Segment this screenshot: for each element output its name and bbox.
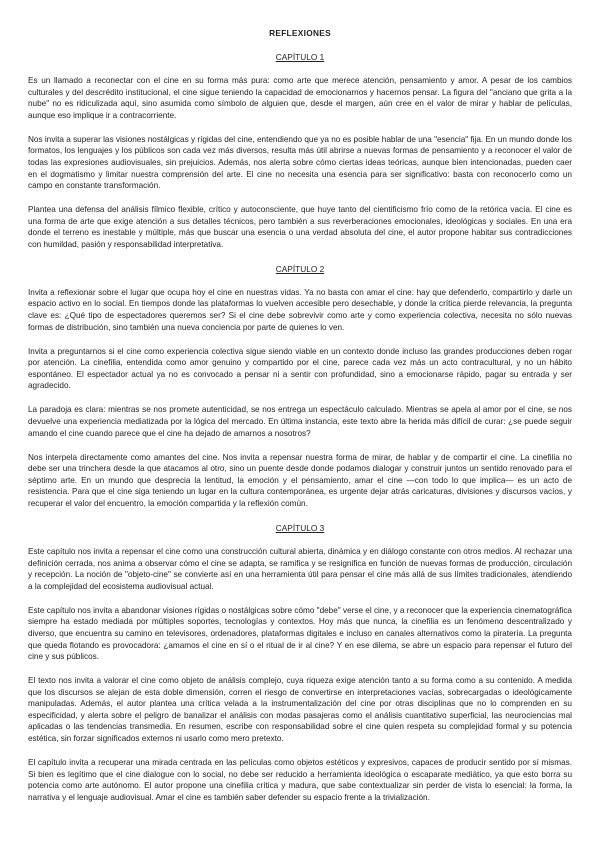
paragraph: Es un llamado a reconectar con el cine en su forma más pura: como arte que merece atención, pensamiento y amor. A pesar de los cambios culturales y del descrédito institucional, el cine sigue teniendo la capacidad de emocionarnos y hacernos pensar. La figura del "anciano que grita a la nube" no es ridiculizada aquí, sino asumida como símbolo de alguien que, desde el margen, aún cree en el valor de mirar y hablar de películas, aunque eso implique ir a contracorriente. (28, 76, 572, 120)
paragraph: Invita a preguntarnos si el cine como experiencia colectiva sigue siendo viable en un contexto donde incluso las grandes producciones deben rogar por atención. La cinefilia, entendida como amor genuino y compartido por el cine, parece cada vez más un acto contracultural, y no un hábito espontáneo. El espectador actual ya no es convocado a pensar ni a sentir con profundidad, sino a emocionarse rápido, pagar su entrada y ser agradecido. (28, 346, 572, 391)
paragraph: Este capítulo nos invita a repensar el cine como una construcción cultural abierta, dinámica y en diálogo constante con otros medios. Al rechazar una definición cerrada, nos anima a observar cómo el cine se adapta, se ramifica y se resignifica en función de nuevas formas de producción, circulación y recepción. La noción de "objeto-cine" se convierte así en una herramienta útil para pensar el cine más allá de sus límites tradicionales, atendiendo a la complejidad del ecosistema audiovisual actual. (28, 546, 572, 591)
paragraph: Nos invita a superar las visiones nostálgicas y rígidas del cine, entendiendo que ya no es posible hablar de una "esencia" fija. En un mundo donde los formatos, los lenguajes y los públicos son cada vez más diversos, resulta más útil abrirse a nuevas formas de pensamiento y a reconocer el valor de todas las expresiones audiovisuales, sin prejuicios. Además, nos alerta sobre cómo ciertas ideas teóricas, aunque bien intencionadas, pueden caer en el dogmatismo y limitar nuestra comprensión del arte. El cine no necesita una esencia para ser significativo: basta con reconocerlo como un campo en constante transformación. (28, 134, 572, 191)
chapter-2 (28, 263, 572, 510)
chapter-heading: CAPÍTULO 2 (275, 263, 325, 274)
chapter-3 (28, 522, 572, 803)
paragraph: Nos interpela directamente como amantes del cine. Nos invita a repensar nuestra forma de mirar, de hablar y de compartir el cine. La cinefilia no debe ser una trinchera desde la que atacamos al otro, sino un puente desde donde podamos dialogar y construir juntos un sentido renovado para el séptimo arte. En un mundo que desprecia la lentitud, la emoción y el pensamiento, amar el cine —con todo lo que implica— es un acto de resistencia. Para que el cine siga teniendo un lugar en la cultura contemporánea, es urgente dejar atrás caricaturas, divisiones y discursos vacíos, y recuperar el valor del encuentro, la emoción compartida y la reflexión común. (28, 452, 572, 508)
paragraph: Plantea una defensa del análisis fílmico flexible, crítico y autoconsciente, que huye tanto del cientificismo frío como de la retórica vacía. El cine es una forma de arte que exige atención a sus detalles técnicos, pero también a sus reverberaciones emocionales, ideológicas y sociales. En una era donde el terreno es inestable y múltiple, más que buscar una esencia o una verdad absoluta del cine, el autor propone habitar sus contradicciones con humildad, pasión y responsabilidad interpretativa. (28, 205, 572, 249)
paragraph: La paradoja es clara: mientras se nos promete autenticidad, se nos entrega un espectáculo calculado. Mientras se apela al amor por el cine, se nos devuelve una experiencia mediatizada por la lógica del mercado. En última instancia, este texto abre la herida más difícil de curar: ¿se puede seguir amando el cine cuando parece que el cine ha dejado de amarnos a nosotros? (28, 405, 572, 438)
document-title: REFLEXIONES (269, 28, 331, 38)
chapter-heading: CAPÍTULO 1 (275, 52, 325, 62)
paragraph: El texto nos invita a valorar el cine como objeto de análisis complejo, cuya riqueza exige atención tanto a su forma como a su contenido. A medida que los discursos se alejan de esta doble dimensión, corren el riesgo de convertirse en interpretaciones vacías, sobrecargadas o ideológicamente manipuladas. Además, el autor plantea una crítica velada a la instrumentalización del cine por otras disciplinas que no lo comprenden en su especificidad, y alerta sobre el peligro de banalizar el análisis con modas pasajeras como el análisis cuantitativo superficial, las neurociencias mal aplicadas o las tendencias transmedia. En resumen, escribe con responsabilidad sobre el cine quien respeta su complejidad formal y su potencia estética, sin forzar significados externos ni usarlo como mero pretexto. (28, 676, 572, 744)
paragraph: Este capítulo nos invita a abandonar visiones rígidas o nostálgicas sobre cómo "debe" verse el cine, y a reconocer que la experiencia cinematográfica siempre ha estado mediada por múltiples soportes, tecnologías y contextos. Hoy más que nunca, la cinefilia es un fenómeno descentralizado y diverso, que encuentra su camino en televisores, ordenadores, plataformas digitales e incluso en canales alternativos como la piratería. La pregunta que queda flotando es provocadora: ¿amamos el cine en sí o el ritual de ir al cine? Y en ese dilema, se abre un espacio para repensar el futuro del cine y sus públicos. (28, 605, 572, 662)
chapter-heading: CAPÍTULO 3 (275, 522, 325, 533)
paragraph: El capítulo invita a recuperar una mirada centrada en las películas como objetos estéticos y expresivos, capaces de producir sentido por sí mismas. Si bien es legítimo que el cine dialogue con lo social, no debe ser reducido a herramienta ideológica o escaparate mediático, ya que esto borra su potencia como arte autónomo. El autor propone una cinefilia crítica y madura, que sabe contextualizar sin perder de vista lo esencial: la forma, la narrativa y el lenguaje audiovisual. Amar el cine es también saber defender su espacio frente a la trivialización. (28, 758, 572, 802)
paragraph: Invita a reflexionar sobre el lugar que ocupa hoy el cine en nuestras vidas. Ya no basta con amar el cine: hay que defenderlo, compartirlo y darle un espacio activo en lo social. En tiempos donde las plataformas lo vuelven accesible pero desechable, y donde la crítica pierde relevancia, la pregunta clave es: ¿Qué tipo de espectadores queremos ser? Si el cine debe sobrevivir como arte y como experiencia colectiva, necesita no sólo nuevas formas de distribución, sino también una nueva conciencia por parte de quienes lo ven. (28, 287, 572, 332)
chapter-1 (28, 51, 572, 251)
